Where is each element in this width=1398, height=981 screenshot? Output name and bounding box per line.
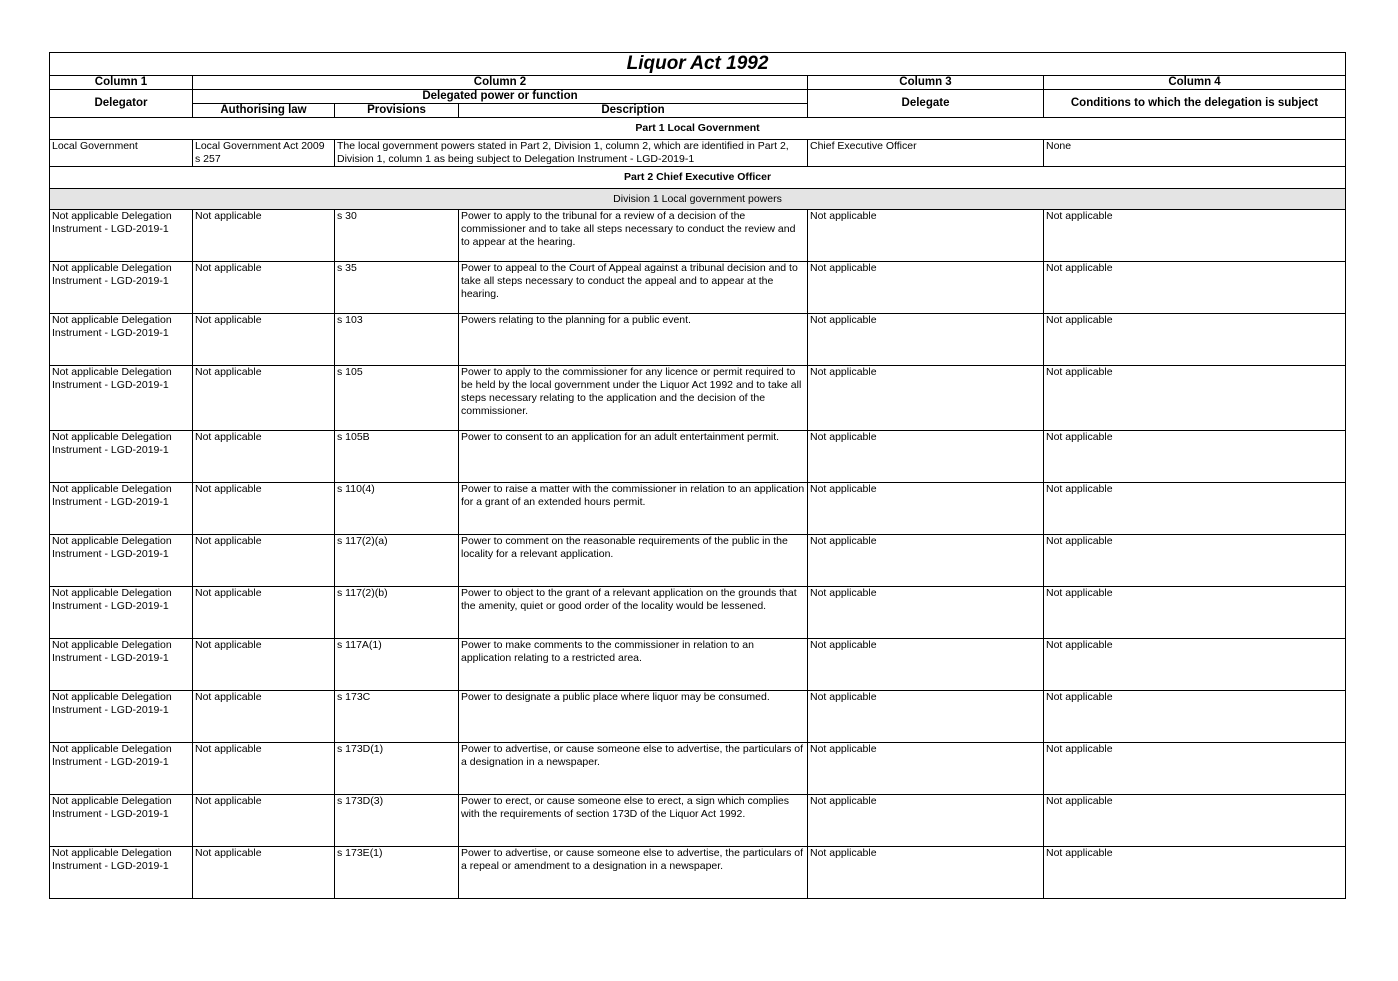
part-1-row	[50, 140, 1346, 167]
delegate-cell: Not applicable	[808, 483, 1044, 535]
table-row	[50, 691, 1346, 743]
delegator-cell: Local Government	[50, 140, 193, 167]
delegator-header: Delegator	[50, 90, 193, 118]
delegate-cell: Not applicable	[808, 743, 1044, 795]
column-1-header: Column 1	[50, 76, 193, 90]
authorising-law-cell: Not applicable	[193, 639, 335, 691]
authorising-law-cell: Not applicable	[193, 691, 335, 743]
delegate-cell: Not applicable	[808, 847, 1044, 899]
delegator-cell: Not applicable Delegation Instrument - LGD-2019-1	[50, 314, 193, 366]
delegate-cell: Not applicable	[808, 314, 1044, 366]
delegator-cell: Not applicable Delegation Instrument - LGD-2019-1	[50, 262, 193, 314]
description-cell: Power to comment on the reasonable requirements of the public in the locality for a relevant application.	[459, 535, 808, 587]
delegate-cell: Not applicable	[808, 639, 1044, 691]
column-4-header: Column 4	[1044, 76, 1346, 90]
authorising-law-cell: Not applicable	[193, 431, 335, 483]
description-cell: Power to object to the grant of a relevant application on the grounds that the amenity, quiet or good order of the locality would be lessened.	[459, 587, 808, 639]
authorising-law-cell: Local Government Act 2009 s 257	[193, 140, 335, 167]
conditions-cell: Not applicable	[1044, 743, 1346, 795]
description-cell: Power to erect, or cause someone else to erect, a sign which complies with the requirements of section 173D of the Liquor Act 1992.	[459, 795, 808, 847]
provision-cell: s 173C	[335, 691, 459, 743]
conditions-cell: Not applicable	[1044, 847, 1346, 899]
conditions-cell: Not applicable	[1044, 795, 1346, 847]
delegator-cell: Not applicable Delegation Instrument - LGD-2019-1	[50, 743, 193, 795]
authorising-law-cell: Not applicable	[193, 262, 335, 314]
description-cell: The local government powers stated in Part 2, Division 1, column 2, which are identified in Part 2, Division 1, column 1 as being subject to Delegation Instrument - LGD-2019-1	[335, 140, 808, 167]
delegator-cell: Not applicable Delegation Instrument - LGD-2019-1	[50, 210, 193, 262]
table-row	[50, 743, 1346, 795]
conditions-cell: Not applicable	[1044, 639, 1346, 691]
description-header: Description	[459, 104, 808, 118]
document-title: Liquor Act 1992	[50, 53, 1346, 76]
provision-cell: s 117(2)(b)	[335, 587, 459, 639]
delegate-cell: Not applicable	[808, 587, 1044, 639]
provision-cell: s 117A(1)	[335, 639, 459, 691]
provision-cell: s 117(2)(a)	[335, 535, 459, 587]
column-2-header: Column 2	[193, 76, 808, 90]
provision-cell: s 173E(1)	[335, 847, 459, 899]
delegate-cell: Not applicable	[808, 431, 1044, 483]
authorising-law-cell: Not applicable	[193, 314, 335, 366]
delegator-cell: Not applicable Delegation Instrument - LGD-2019-1	[50, 795, 193, 847]
table-row	[50, 587, 1346, 639]
authorising-law-cell: Not applicable	[193, 587, 335, 639]
authorising-law-cell: Not applicable	[193, 795, 335, 847]
delegation-table	[49, 52, 1346, 899]
delegate-cell: Not applicable	[808, 366, 1044, 431]
table-row	[50, 431, 1346, 483]
conditions-cell: Not applicable	[1044, 587, 1346, 639]
table-row	[50, 483, 1346, 535]
table-row	[50, 535, 1346, 587]
delegate-cell: Not applicable	[808, 795, 1044, 847]
provision-cell: s 30	[335, 210, 459, 262]
part-1-heading: Part 1 Local Government	[50, 118, 1346, 140]
delegate-header: Delegate	[808, 90, 1044, 118]
description-cell: Power to designate a public place where liquor may be consumed.	[459, 691, 808, 743]
table-row	[50, 795, 1346, 847]
delegate-cell: Chief Executive Officer	[808, 140, 1044, 167]
conditions-cell: Not applicable	[1044, 314, 1346, 366]
table-row	[50, 366, 1346, 431]
delegate-cell: Not applicable	[808, 210, 1044, 262]
table-row	[50, 847, 1346, 899]
provision-cell: s 103	[335, 314, 459, 366]
provision-cell: s 173D(3)	[335, 795, 459, 847]
table-row	[50, 639, 1346, 691]
delegate-cell: Not applicable	[808, 262, 1044, 314]
table-row	[50, 210, 1346, 262]
division-1-heading: Division 1 Local government powers	[50, 189, 1346, 210]
description-cell: Power to apply to the tribunal for a review of a decision of the commissioner and to take all steps necessary to conduct the review and to appear at the hearing.	[459, 210, 808, 262]
provision-cell: s 173D(1)	[335, 743, 459, 795]
authorising-law-cell: Not applicable	[193, 847, 335, 899]
description-cell: Power to advertise, or cause someone else to advertise, the particulars of a repeal or amendment to a designation in a newspaper.	[459, 847, 808, 899]
authorising-law-cell: Not applicable	[193, 535, 335, 587]
provisions-header: Provisions	[335, 104, 459, 118]
table-row	[50, 314, 1346, 366]
authorising-law-header: Authorising law	[193, 104, 335, 118]
column-3-header: Column 3	[808, 76, 1044, 90]
provision-cell: s 105	[335, 366, 459, 431]
delegated-power-header: Delegated power or function	[193, 90, 808, 104]
delegator-cell: Not applicable Delegation Instrument - LGD-2019-1	[50, 366, 193, 431]
conditions-cell: Not applicable	[1044, 535, 1346, 587]
description-cell: Power to make comments to the commissioner in relation to an application relating to a restricted area.	[459, 639, 808, 691]
conditions-cell: Not applicable	[1044, 691, 1346, 743]
provision-cell: s 105B	[335, 431, 459, 483]
description-cell: Powers relating to the planning for a public event.	[459, 314, 808, 366]
delegate-cell: Not applicable	[808, 691, 1044, 743]
delegator-cell: Not applicable Delegation Instrument - LGD-2019-1	[50, 483, 193, 535]
description-cell: Power to appeal to the Court of Appeal against a tribunal decision and to take all steps necessary to conduct the appeal and to appear at the hearing.	[459, 262, 808, 314]
delegator-cell: Not applicable Delegation Instrument - LGD-2019-1	[50, 431, 193, 483]
authorising-law-cell: Not applicable	[193, 483, 335, 535]
description-cell: Power to advertise, or cause someone else to advertise, the particulars of a designation in a newspaper.	[459, 743, 808, 795]
provision-cell: s 110(4)	[335, 483, 459, 535]
conditions-cell: Not applicable	[1044, 431, 1346, 483]
conditions-cell: None	[1044, 140, 1346, 167]
conditions-cell: Not applicable	[1044, 262, 1346, 314]
delegator-cell: Not applicable Delegation Instrument - LGD-2019-1	[50, 691, 193, 743]
description-cell: Power to consent to an application for an adult entertainment permit.	[459, 431, 808, 483]
delegate-cell: Not applicable	[808, 535, 1044, 587]
delegator-cell: Not applicable Delegation Instrument - LGD-2019-1	[50, 847, 193, 899]
table-row	[50, 262, 1346, 314]
authorising-law-cell: Not applicable	[193, 743, 335, 795]
description-cell: Power to raise a matter with the commissioner in relation to an application for a grant of an extended hours permit.	[459, 483, 808, 535]
provision-cell: s 35	[335, 262, 459, 314]
conditions-cell: Not applicable	[1044, 366, 1346, 431]
delegator-cell: Not applicable Delegation Instrument - LGD-2019-1	[50, 587, 193, 639]
description-cell: Power to apply to the commissioner for any licence or permit required to be held by the local government under the Liquor Act 1992 and to take all steps necessary relating to the application and the decision of the commissioner.	[459, 366, 808, 431]
conditions-cell: Not applicable	[1044, 210, 1346, 262]
delegator-cell: Not applicable Delegation Instrument - LGD-2019-1	[50, 535, 193, 587]
authorising-law-cell: Not applicable	[193, 210, 335, 262]
delegator-cell: Not applicable Delegation Instrument - LGD-2019-1	[50, 639, 193, 691]
conditions-cell: Not applicable	[1044, 483, 1346, 535]
part-2-heading: Part 2 Chief Executive Officer	[50, 167, 1346, 189]
conditions-header: Conditions to which the delegation is subject	[1044, 90, 1346, 118]
authorising-law-cell: Not applicable	[193, 366, 335, 431]
